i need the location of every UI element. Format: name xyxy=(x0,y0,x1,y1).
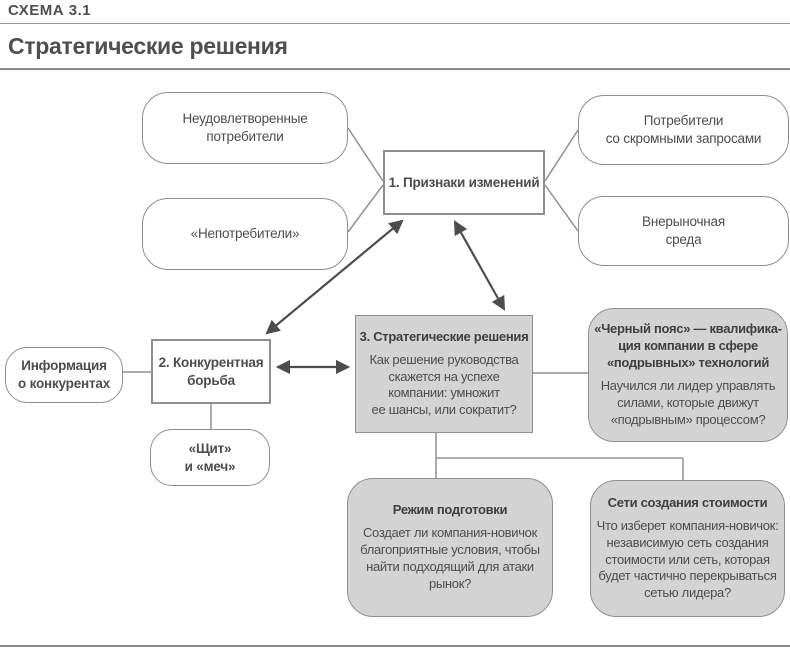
connector-signs-modest xyxy=(545,130,578,181)
node-text-line: Информация xyxy=(21,358,107,374)
node-text-line: найти подходящий для атаки xyxy=(366,558,534,574)
node-text-line: независимую сеть создания xyxy=(606,534,769,550)
node-nonconsumers xyxy=(142,198,348,270)
node-text-line: 2. Конкурентная xyxy=(158,354,264,370)
node-text-line: ее шансы, или сократит? xyxy=(371,402,517,418)
node-text-line: Потребители xyxy=(643,113,724,129)
node-title: Режим подготовки xyxy=(392,502,508,518)
node-text-line: скажется на успехе xyxy=(388,368,500,384)
node-title: 3. Стратегические решения xyxy=(359,328,529,344)
node-text-line: Неудовлетворенные xyxy=(182,111,308,127)
page-title: Стратегические решения xyxy=(8,33,288,59)
node-value-networks xyxy=(590,480,785,617)
node-text-line: «Щит» xyxy=(188,440,232,456)
node-text-line: благоприятные условия, чтобы xyxy=(360,542,540,558)
node-2-competitive-struggle xyxy=(151,339,271,404)
node-text-line: компании: умножит xyxy=(388,385,500,401)
node-black-belt-qualification xyxy=(588,308,788,442)
node-text-line: о конкурентах xyxy=(18,376,110,391)
connector-unsatisfied-signs xyxy=(348,128,383,181)
node-text-line: со скромными запросами xyxy=(605,131,762,146)
arrow-signs-decisions xyxy=(455,222,504,309)
node-title: Сети создания стоимости xyxy=(607,494,768,510)
node-text-line: «Непотребители» xyxy=(190,226,300,242)
node-text-line: борьба xyxy=(187,372,235,388)
node-text-line: силами, которые движут xyxy=(617,394,759,410)
node-competitor-information xyxy=(5,347,123,403)
page-bottom-rule xyxy=(0,645,790,647)
node-modest-consumers xyxy=(578,95,789,165)
node-text-line: Научился ли лидер управлять xyxy=(600,378,776,393)
node-shield-and-sword xyxy=(150,429,270,486)
connector-signs-nonmarket xyxy=(545,185,578,231)
node-text-line: будет частично перекрываться xyxy=(598,568,777,584)
node-title-line: ция компании в сфере xyxy=(618,338,758,354)
node-3-strategic-decisions xyxy=(355,315,533,433)
connector-nonconsumers-signs xyxy=(348,185,383,232)
node-unsatisfied-consumers xyxy=(142,92,348,164)
node-title xyxy=(594,321,781,372)
node-text-line: 1. Признаки изменений xyxy=(388,174,540,190)
node-title-line: «Черный пояс» — квалифика- xyxy=(594,321,782,337)
node-text-line: Внерыночная xyxy=(642,214,725,230)
node-text-line: потребители xyxy=(206,129,284,144)
node-text-line: рынок? xyxy=(428,575,472,591)
node-text-line: Создает ли компания-новичок xyxy=(362,525,538,541)
node-preparation-mode xyxy=(347,478,553,617)
node-text-line: «подрывным» процессом? xyxy=(610,411,766,427)
node-text-line: Как решение руководства xyxy=(369,351,519,367)
schema-label: СХЕМА 3.1 xyxy=(8,2,92,19)
node-text-line: стоимости или сеть, которая xyxy=(605,551,770,567)
node-text-line: сетью лидера? xyxy=(644,585,731,601)
node-text-line: Что изберет компания-новичок: xyxy=(596,517,779,533)
node-text-line: среда xyxy=(665,232,702,247)
node-1-signs-of-change xyxy=(383,150,545,215)
node-title-line: «подрывных» технологий xyxy=(606,355,770,371)
node-nonmarket-environment xyxy=(578,196,789,266)
node-text-line: и «меч» xyxy=(184,458,236,474)
